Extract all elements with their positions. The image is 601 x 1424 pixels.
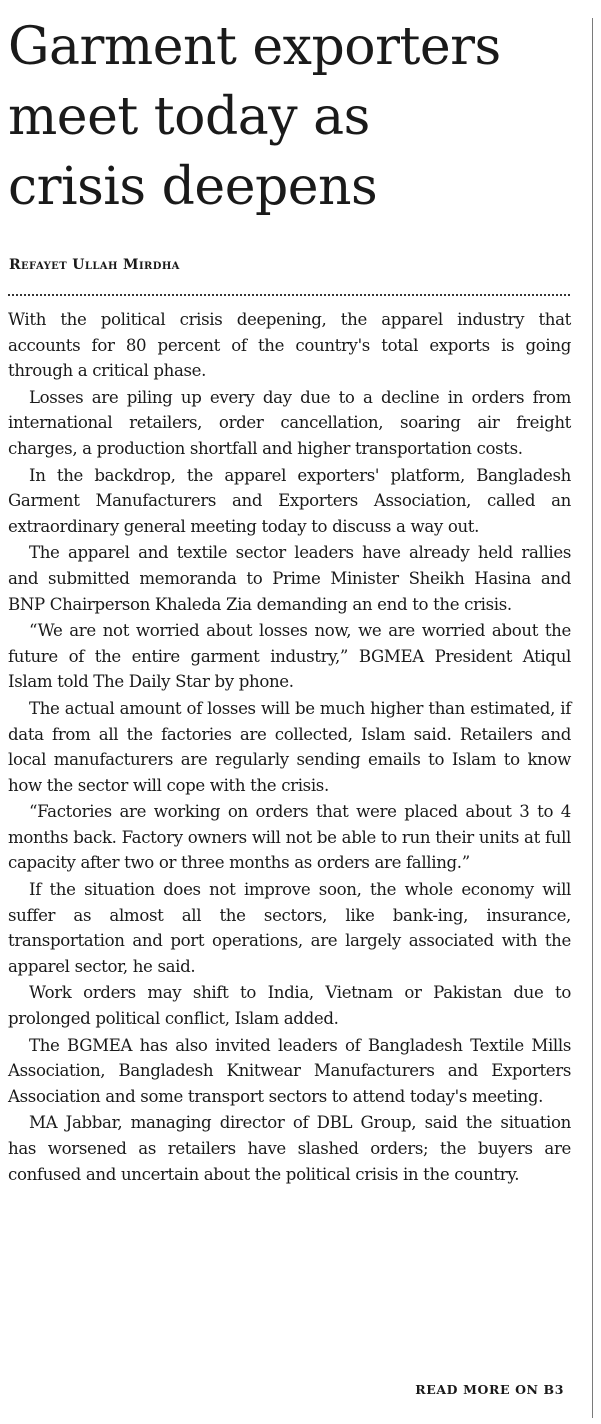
article-body bbox=[8, 307, 571, 1188]
dotted-divider bbox=[8, 294, 570, 296]
headline-line: crisis deepens bbox=[8, 157, 378, 217]
paragraph: In the backdrop, the apparel exporters' platform, Bangladesh Garment Manufacturers and Exporters Association, called an extraordinary general meeting today to discuss a way out. bbox=[8, 465, 571, 536]
paragraph: With the political crisis deepening, the apparel industry that accounts for 80 percent of the country's total exports is going through a critical phase. bbox=[8, 310, 571, 381]
column-rule bbox=[592, 18, 593, 1418]
paragraph: “We are not worried about losses now, we are worried about the future of the entire garment industry,” BGMEA President Atiqul Islam told The Daily Star by phone. bbox=[8, 621, 571, 692]
paragraph: If the situation does not improve soon, the whole economy will suffer as almost all the sectors, like bank-ing, insurance, transportation and port operations, are largely associated with the apparel sector, he said. bbox=[8, 880, 571, 976]
paragraph: MA Jabbar, managing director of DBL Group, said the situation has worsened as retailers have slashed orders; the buyers are confused and uncertain about the political crisis in the country. bbox=[8, 1113, 571, 1184]
paragraph: Work orders may shift to India, Vietnam or Pakistan due to prolonged political conflict, Islam added. bbox=[8, 983, 571, 1029]
headline-line: Garment exporters bbox=[8, 17, 501, 77]
paragraph: The actual amount of losses will be much higher than estimated, if data from all the factories are collected, Islam said. Retailers and local manufacturers are regularly sending emails to Islam to know how the sector will cope with the crisis. bbox=[8, 698, 571, 795]
byline: Refayet Ullah Mirdha bbox=[9, 257, 180, 273]
headline bbox=[8, 12, 588, 222]
headline-line: meet today as bbox=[8, 87, 370, 147]
paragraph: The BGMEA has also invited leaders of Bangladesh Textile Mills Association, Bangladesh Knitwear Manufacturers and Exporters Association and some transport sectors to attend today's meeting. bbox=[8, 1035, 571, 1106]
paragraph: Losses are piling up every day due to a decline in orders from international retailers, order cancellation, soaring air freight charges, a production shortfall and higher transportation costs. bbox=[8, 387, 571, 458]
read-more-link[interactable]: READ MORE ON B3 bbox=[415, 1382, 564, 1397]
paragraph: The apparel and textile sector leaders have already held rallies and submitted memoranda to Prime Minister Sheikh Hasina and BNP Chairperson Khaleda Zia demanding an end to the crisis. bbox=[8, 543, 571, 614]
paragraph: “Factories are working on orders that were placed about 3 to 4 months back. Factory owners will not be able to run their units at full capacity after two or three months as orders are falling.” bbox=[8, 802, 571, 873]
